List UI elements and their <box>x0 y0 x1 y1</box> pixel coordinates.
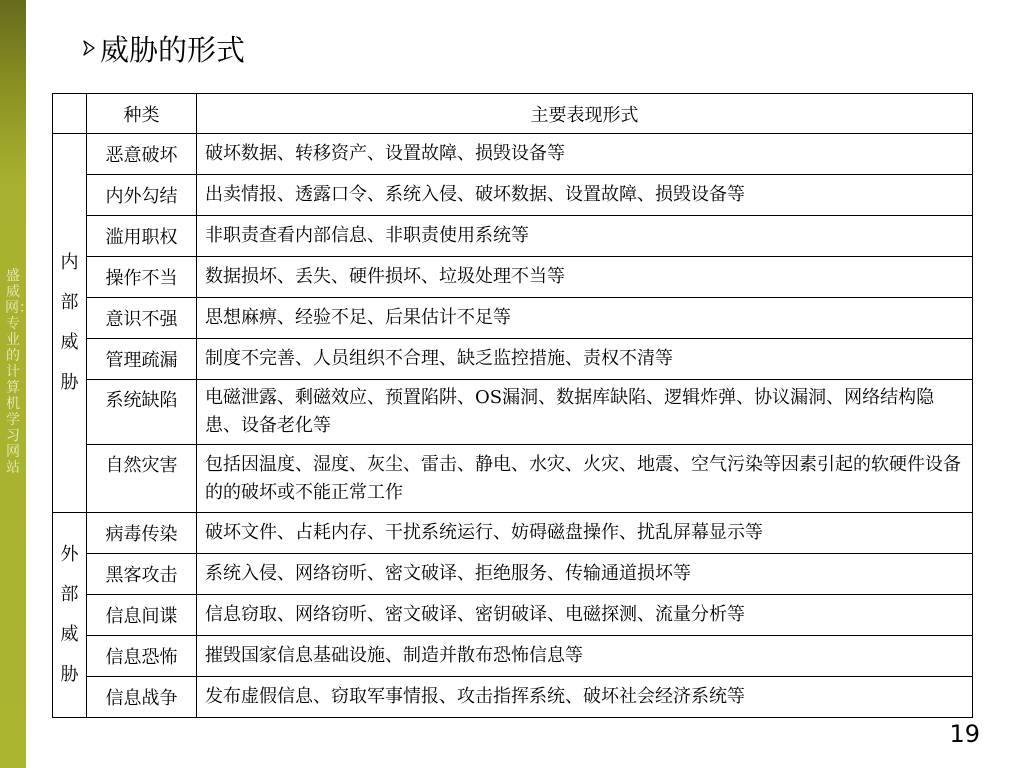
type-cell: 系统缺陷 <box>87 380 197 445</box>
type-cell: 自然灾害 <box>87 445 197 513</box>
title-row <box>80 28 245 68</box>
table-row <box>53 513 973 554</box>
form-cell: 非职责查看内部信息、非职责使用系统等 <box>197 216 973 257</box>
table-row <box>53 175 973 216</box>
form-cell: 信息窃取、网络窃听、密文破译、密钥破译、电磁探测、流量分析等 <box>197 595 973 636</box>
form-cell: 包括因温度、湿度、灰尘、雷击、静电、水灾、火灾、地震、空气污染等因素引起的软硬件设备的的破坏或不能正常工作 <box>197 445 973 513</box>
type-cell: 操作不当 <box>87 257 197 298</box>
table-row <box>53 339 973 380</box>
threat-table <box>52 93 973 718</box>
type-cell: 信息间谍 <box>87 595 197 636</box>
type-cell: 信息战争 <box>87 677 197 718</box>
type-cell: 意识不强 <box>87 298 197 339</box>
form-cell: 电磁泄露、剩磁效应、预置陷阱、OS漏洞、数据库缺陷、逻辑炸弹、协议漏洞、网络结构隐患、设备老化等 <box>197 380 973 445</box>
header-type: 种类 <box>87 94 197 134</box>
form-cell: 思想麻痹、经验不足、后果估计不足等 <box>197 298 973 339</box>
header-form: 主要表现形式 <box>197 94 973 134</box>
form-cell: 制度不完善、人员组织不合理、缺乏监控措施、责权不清等 <box>197 339 973 380</box>
arrow-bullet-icon <box>80 39 98 57</box>
slide-title: 威胁的形式 <box>100 32 246 67</box>
form-cell: 发布虚假信息、窃取军事情报、攻击指挥系统、破坏社会经济系统等 <box>197 677 973 718</box>
type-cell: 内外勾结 <box>87 175 197 216</box>
sidebar-strip <box>0 0 33 768</box>
table-row <box>53 677 973 718</box>
form-cell: 数据损坏、丢失、硬件损坏、垃圾处理不当等 <box>197 257 973 298</box>
form-cell: 出卖情报、透露口令、系统入侵、破坏数据、设置故障、损毁设备等 <box>197 175 973 216</box>
form-cell: 摧毁国家信息基础设施、制造并散布恐怖信息等 <box>197 636 973 677</box>
type-cell: 滥用职权 <box>87 216 197 257</box>
group-internal-label: 内 部 威 胁 <box>53 134 87 513</box>
type-cell: 管理疏漏 <box>87 339 197 380</box>
table-row <box>53 595 973 636</box>
page-number: 19 <box>949 720 980 748</box>
type-cell: 病毒传染 <box>87 513 197 554</box>
table-row <box>53 554 973 595</box>
table-row <box>53 298 973 339</box>
table-row <box>53 636 973 677</box>
table-row <box>53 445 973 513</box>
form-cell: 系统入侵、网络窃听、密文破译、拒绝服务、传输通道损坏等 <box>197 554 973 595</box>
table-row <box>53 216 973 257</box>
header-group-cell <box>53 94 87 134</box>
form-cell: 破坏文件、占耗内存、干扰系统运行、妨碍磁盘操作、扰乱屏幕显示等 <box>197 513 973 554</box>
table-row <box>53 257 973 298</box>
type-cell: 信息恐怖 <box>87 636 197 677</box>
sidebar-watermark-text: 盛威网：专业的计算机学习网站 <box>5 268 33 476</box>
table-row <box>53 380 973 445</box>
type-cell: 恶意破坏 <box>87 134 197 175</box>
group-external-label: 外 部 威 胁 <box>53 513 87 718</box>
table-row <box>53 134 973 175</box>
type-cell: 黑客攻击 <box>87 554 197 595</box>
form-cell: 破坏数据、转移资产、设置故障、损毁设备等 <box>197 134 973 175</box>
table-header-row <box>53 94 973 134</box>
